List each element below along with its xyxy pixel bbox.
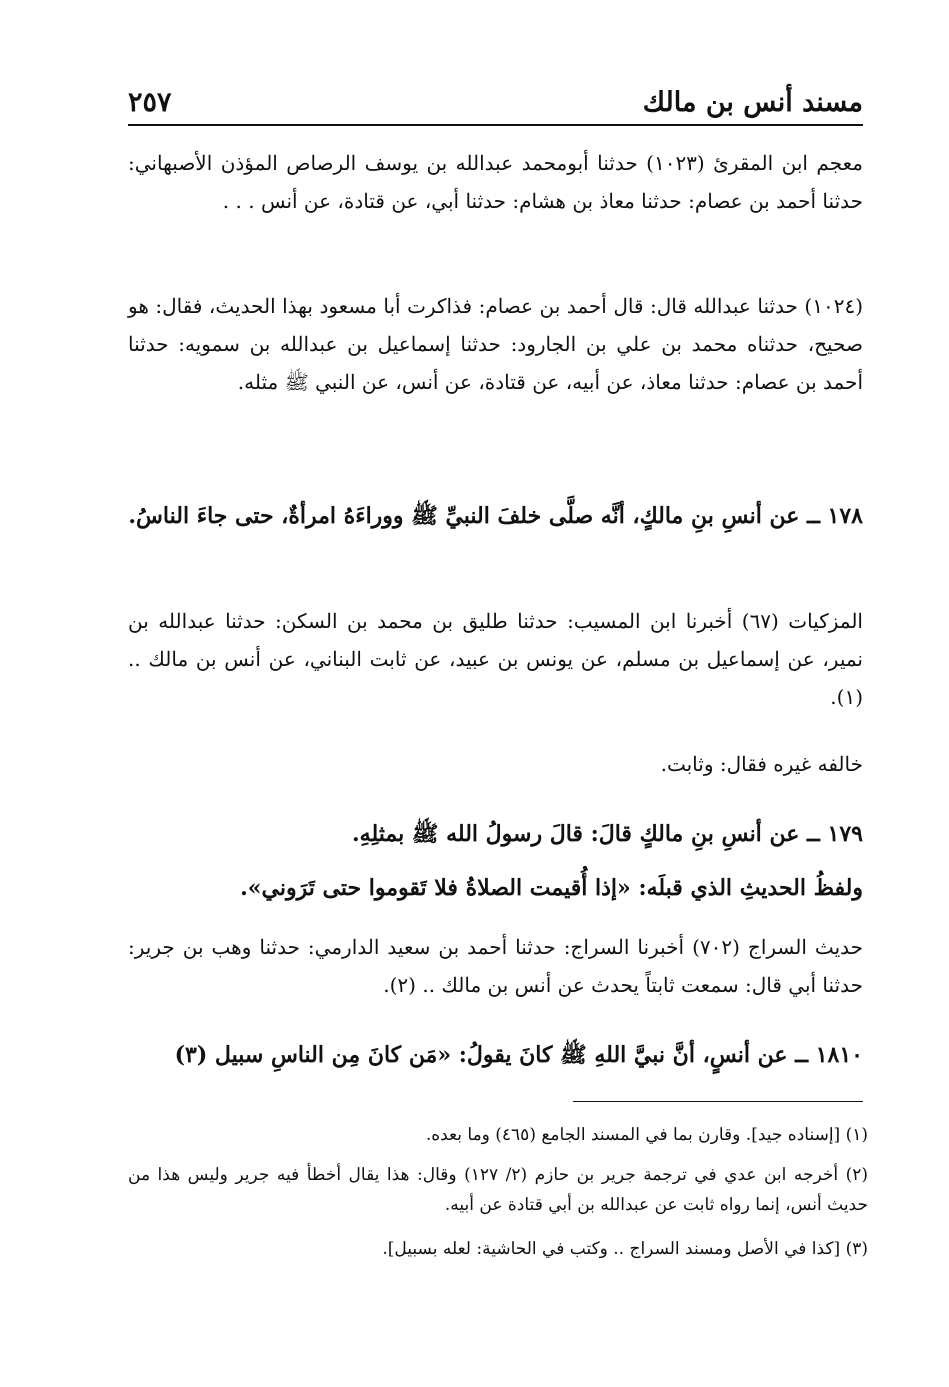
hadith-179: ١٧٩ ــ عن أنسِ بنِ مالكٍ قالَ: قالَ رسولُ الله ﷺ بمثلِهِ.: [352, 821, 863, 847]
paragraph-ibn-almuqri: معجم ابن المقرئ (١٠٢٣) حدثنا أبومحمد عبدالله بن يوسف الرصاص المؤذن الأصبهاني: حدثنا أحمد بن عصام: حدثنا معاذ بن هشام: حدثنا أبي، عن قتادة، عن أنس . . .: [128, 151, 863, 213]
running-title: مسند أنس بن مالك: [642, 87, 863, 118]
paragraph-muzakkiyat: المزكيات (٦٧) أخبرنا ابن المسيب: حدثنا طليق بن محمد بن السكن: حدثنا عبدالله بن نمير، عن إسماعيل بن مسلم، عن يونس بن عبيد، عن ثابت البناني، عن أنس بن مالك .. (١).: [128, 609, 863, 709]
page-header: [128, 72, 863, 126]
hadith-1810: ١٨١٠ ــ عن أنسٍ، أنَّ نبيَّ اللهِ ﷺ كانَ يقولُ: «مَن كانَ مِن الناسِ سبيل (٣): [174, 1042, 863, 1068]
paragraph-khalafahu: خالفه غيره فقال: وثابت.: [660, 752, 863, 776]
footnote-2: (٢) أخرجه ابن عدي في ترجمة جرير بن حازم (٢/ ١٢٧) وقال: هذا يقال أخطأ فيه جرير وليس هذا من حديث أنس، إنما رواه ثابت عن عبدالله بن أبي قتادة عن أبيه.: [128, 1165, 868, 1215]
footnote-separator: [573, 1101, 863, 1102]
paragraph-1024: (١٠٢٤) حدثنا عبدالله قال: قال أحمد بن عصام: فذاكرت أبا مسعود بهذا الحديث، فقال: هو صحيح، حدثناه محمد بن علي بن الجارود: حدثنا إسماعيل بن عبدالله بن سمويه: حدثنا أحمد بن عصام: حدثنا معاذ، عن أبيه، عن قتادة، عن أنس، عن النبي ﷺ مثله.: [128, 294, 863, 394]
footnote-1: (١) [إسناده جيد]. وقارن بما في المسند الجامع (٤٦٥) وما بعده.: [425, 1125, 868, 1145]
hadith-178: ١٧٨ ــ عن أنسِ بنِ مالكٍ، أنَّه صلَّى خلفَ النبيِّ ﷺ ووراءَهُ امرأةٌ، حتى جاءَ الناسُ.: [128, 503, 863, 529]
page-number: ٢٥٧: [128, 87, 172, 118]
hadith-previous-wording: ولفظُ الحديثِ الذي قبلَه: «إذا أُقيمت الصلاةُ فلا تَقوموا حتى تَرَوني».: [240, 875, 863, 901]
paragraph-sarraj: حديث السراج (٧٠٢) أخبرنا السراج: حدثنا أحمد بن سعيد الدارمي: حدثنا وهب بن جرير: حدثنا أبي قال: سمعت ثابتاً يحدث عن أنس بن مالك .. (٢).: [128, 935, 863, 997]
footnote-3: (٣) [كذا في الأصل ومسند السراج .. وكتب في الحاشية: لعله بسبيل].: [382, 1239, 868, 1259]
